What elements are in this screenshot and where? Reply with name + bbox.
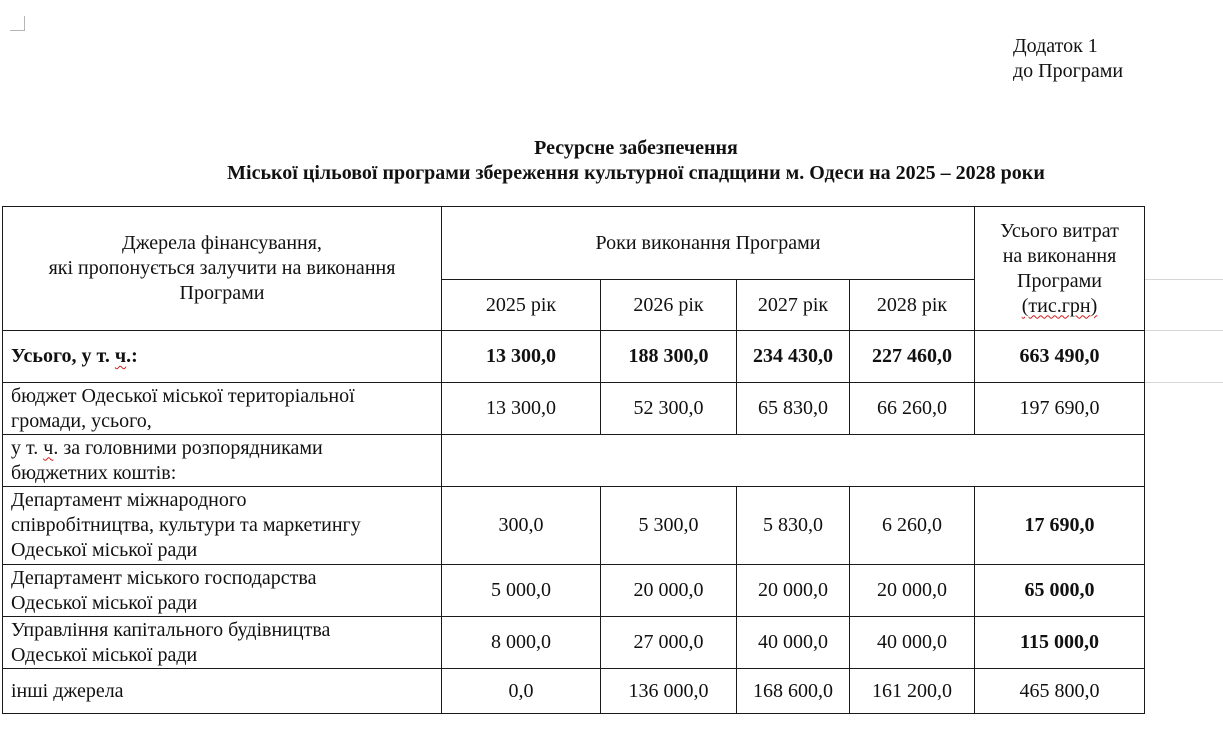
dept2-total: 65 000,0 bbox=[975, 565, 1145, 617]
budget-label-line: бюджет Одеської міської територіальної bbox=[11, 384, 355, 407]
year-2025-header: 2025 рік bbox=[442, 280, 601, 331]
department-label-line: Департамент міжнародного bbox=[11, 489, 247, 511]
other-sources-label: інші джерела bbox=[3, 669, 442, 714]
year-2028-header: 2028 рік bbox=[850, 280, 975, 331]
managers-heading-label bbox=[3, 435, 442, 487]
guide-line bbox=[1144, 279, 1223, 280]
total-label-text: Усього, у т. bbox=[11, 345, 115, 367]
header-sources-line: Програми bbox=[179, 282, 265, 304]
total-row-label bbox=[3, 331, 442, 383]
dept3-2026: 27 000,0 bbox=[601, 617, 737, 669]
appendix-line-1: Додаток 1 bbox=[1013, 35, 1098, 57]
header-sources-line: Джерела фінансування, bbox=[122, 232, 322, 254]
total-all-years: 663 490,0 bbox=[975, 331, 1145, 383]
spellcheck-underlined-word: ч bbox=[43, 436, 54, 459]
spellcheck-underlined-unit: (тис.грн) bbox=[1021, 294, 1098, 317]
dept1-2027: 5 830,0 bbox=[737, 487, 850, 565]
total-2025: 13 300,0 bbox=[442, 331, 601, 383]
guide-line bbox=[1144, 382, 1223, 383]
dept2-2026: 20 000,0 bbox=[601, 565, 737, 617]
department-label-line: Одеської міської ради bbox=[11, 591, 198, 614]
document-subtitle: Міської цільової програми збереження культурної спадщини м. Одеси на 2025 – 2028 роки bbox=[227, 162, 1045, 184]
department-label-line: співробітництва, культури та маркетингу bbox=[11, 514, 361, 536]
dept2-2028: 20 000,0 bbox=[850, 565, 975, 617]
department-label-line: Одеської міської ради bbox=[11, 643, 198, 666]
managers-label-text: у т. bbox=[11, 436, 44, 459]
department-label-line: Одеської міської ради bbox=[11, 539, 198, 561]
managers-heading-row bbox=[3, 435, 1145, 487]
budget-2025: 13 300,0 bbox=[442, 383, 601, 435]
dept1-total: 17 690,0 bbox=[975, 487, 1145, 565]
department-label-line: Департамент міського господарства bbox=[11, 566, 317, 589]
year-2026-header: 2026 рік bbox=[601, 280, 737, 331]
total-2028: 227 460,0 bbox=[850, 331, 975, 383]
budget-2028: 66 260,0 bbox=[850, 383, 975, 435]
managers-empty-span bbox=[442, 435, 1145, 487]
header-total-line: Програми bbox=[1017, 269, 1102, 292]
managers-label-text: . за головними розпорядниками bbox=[53, 436, 323, 459]
total-row bbox=[3, 331, 1145, 383]
department-row bbox=[3, 617, 1145, 669]
year-2027-header: 2027 рік bbox=[737, 280, 850, 331]
other-2028: 161 200,0 bbox=[850, 669, 975, 714]
header-sources-line: які пропонується залучити на виконання bbox=[48, 257, 396, 279]
total-label-end: .: bbox=[126, 345, 138, 367]
total-2027: 234 430,0 bbox=[737, 331, 850, 383]
department-row bbox=[3, 487, 1145, 565]
dept3-2028: 40 000,0 bbox=[850, 617, 975, 669]
managers-label-line bbox=[11, 436, 433, 461]
other-sources-row bbox=[3, 669, 1145, 714]
header-total-line: Усього витрат bbox=[1000, 219, 1119, 242]
budget-total: 197 690,0 bbox=[975, 383, 1145, 435]
page-corner-marker bbox=[10, 16, 25, 31]
department-label bbox=[3, 617, 442, 669]
header-total-unit bbox=[983, 294, 1136, 319]
dept3-total: 115 000,0 bbox=[975, 617, 1145, 669]
dept2-2027: 20 000,0 bbox=[737, 565, 850, 617]
resources-table bbox=[2, 206, 1145, 714]
header-total-line: на виконання bbox=[1002, 244, 1117, 267]
managers-label-line: бюджетних коштів: bbox=[11, 461, 177, 484]
other-2025: 0,0 bbox=[442, 669, 601, 714]
other-total: 465 800,0 bbox=[975, 669, 1145, 714]
department-label-line: Управління капітального будівництва bbox=[11, 618, 331, 641]
guide-line bbox=[1144, 330, 1223, 331]
budget-2026: 52 300,0 bbox=[601, 383, 737, 435]
department-label bbox=[3, 487, 442, 565]
header-total-cell bbox=[975, 207, 1145, 331]
dept1-2025: 300,0 bbox=[442, 487, 601, 565]
budget-row bbox=[3, 383, 1145, 435]
department-row bbox=[3, 565, 1145, 617]
dept3-2027: 40 000,0 bbox=[737, 617, 850, 669]
header-row bbox=[3, 207, 1145, 280]
dept1-2026: 5 300,0 bbox=[601, 487, 737, 565]
budget-2027: 65 830,0 bbox=[737, 383, 850, 435]
spellcheck-underlined-word: ч bbox=[114, 345, 127, 367]
document-title: Ресурсне забезпечення bbox=[534, 137, 738, 159]
dept1-2028: 6 260,0 bbox=[850, 487, 975, 565]
total-2026: 188 300,0 bbox=[601, 331, 737, 383]
dept3-2025: 8 000,0 bbox=[442, 617, 601, 669]
header-years-group: Роки виконання Програми bbox=[442, 207, 975, 280]
header-sources-cell bbox=[3, 207, 442, 331]
department-label bbox=[3, 565, 442, 617]
other-2026: 136 000,0 bbox=[601, 669, 737, 714]
appendix-line-2: до Програми bbox=[1013, 60, 1124, 82]
dept2-2025: 5 000,0 bbox=[442, 565, 601, 617]
budget-row-label bbox=[3, 383, 442, 435]
other-2027: 168 600,0 bbox=[737, 669, 850, 714]
appendix-note bbox=[1013, 34, 1123, 84]
budget-label-line: громади, усього, bbox=[11, 409, 152, 432]
